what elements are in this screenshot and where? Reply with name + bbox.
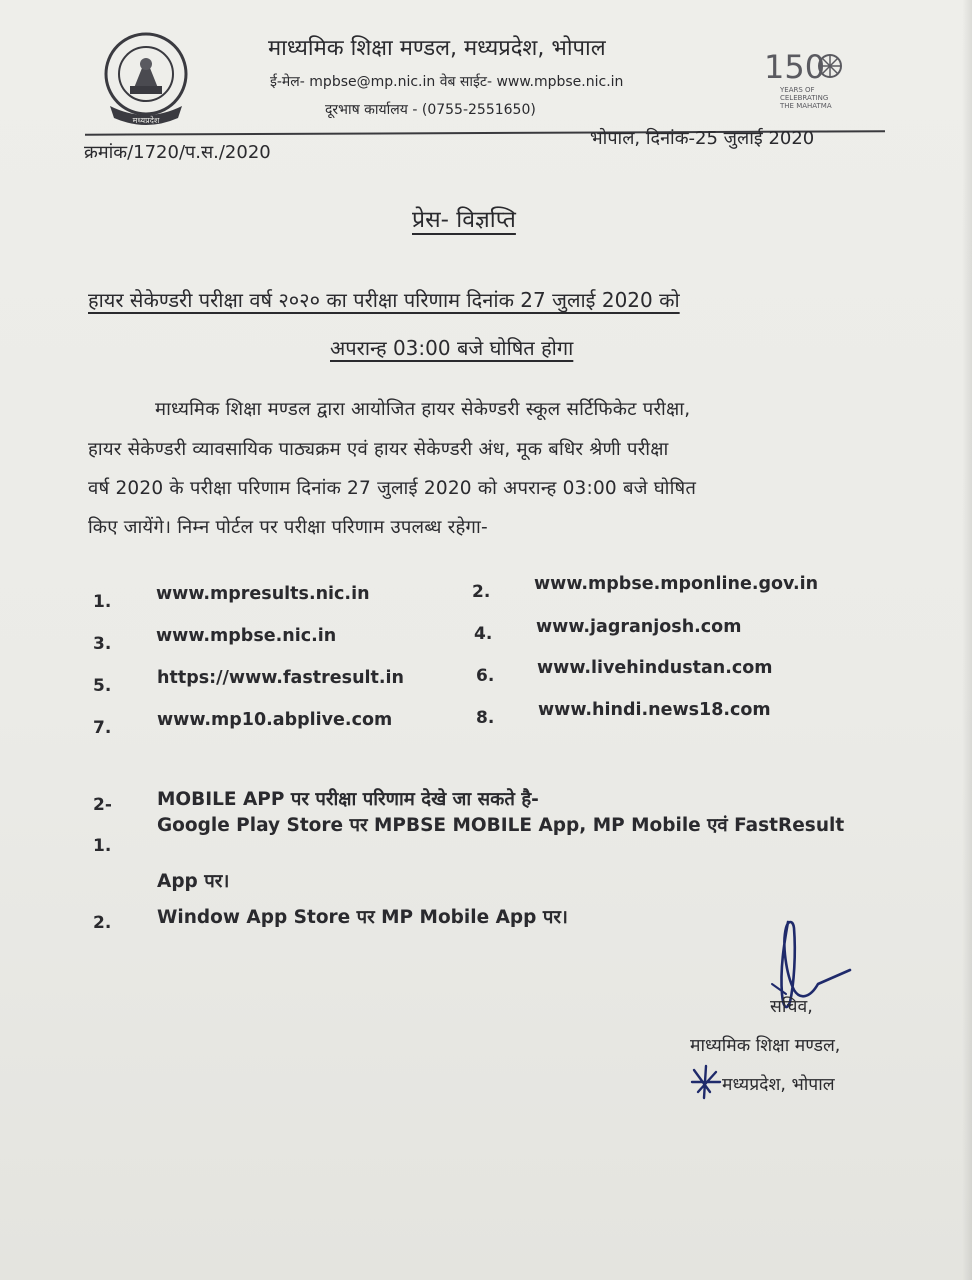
board-emblem-logo bbox=[96, 28, 196, 128]
phone-line: दूरभाष कार्यालय - (0755-2551650) bbox=[325, 102, 536, 118]
portal-link[interactable]: www.mpbse.nic.in bbox=[156, 626, 337, 646]
portal-link[interactable]: www.mpbse.mponline.gov.in bbox=[534, 574, 819, 594]
mobile-item-google-play: Google Play Store पर MPBSE MOBILE App, MP Mobile एवं FastResult bbox=[157, 815, 845, 836]
portal-link[interactable]: www.jagranjosh.com bbox=[536, 617, 742, 637]
logo-150-number: 150 bbox=[764, 48, 826, 86]
contact-line: ई-मेल- mpbse@mp.nic.in वेब साईट- www.mpbse.nic.in bbox=[270, 74, 624, 90]
body-line-3: वर्ष 2020 के परीक्षा परिणाम दिनांक 27 जुलाई 2020 को अपरान्ह 03:00 बजे घोषित bbox=[88, 478, 697, 499]
portal-number: 1. bbox=[93, 592, 112, 612]
portal-link[interactable]: www.hindi.news18.com bbox=[538, 700, 771, 720]
emblem-ribbon-text: मध्यप्रदेश bbox=[132, 116, 160, 125]
logo-caption-line1: YEARS OF bbox=[780, 86, 815, 94]
portal-link[interactable]: www.livehindustan.com bbox=[537, 658, 773, 678]
mobile-app-heading: MOBILE APP पर परीक्षा परिणाम देखे जा सकते है- bbox=[157, 789, 539, 810]
portal-number: 3. bbox=[93, 634, 112, 654]
portal-number: 8. bbox=[476, 708, 495, 728]
body-line-2: हायर सेकेण्डरी व्यावसायिक पाठ्यक्रम एवं हायर सेकेण्डरी अंध, मूक बधिर श्रेणी परीक्षा bbox=[88, 439, 669, 460]
issue-date: भोपाल, दिनांक-25 जुलाई 2020 bbox=[590, 128, 815, 149]
portal-link[interactable]: www.mp10.abplive.com bbox=[157, 710, 393, 730]
page-edge-shadow bbox=[962, 0, 972, 1280]
section-number: 2- bbox=[93, 795, 112, 815]
subject-line-1: हायर सेकेण्डरी परीक्षा वर्ष २०२० का परीक्षा परिणाम दिनांक 27 जुलाई 2020 को bbox=[88, 288, 680, 312]
reference-number: क्रमांक/1720/प.स./2020 bbox=[84, 142, 271, 163]
portal-link[interactable]: https://www.fastresult.in bbox=[157, 668, 404, 688]
mobile-item-google-play-cont: App पर। bbox=[157, 871, 230, 892]
portal-number: 2. bbox=[472, 582, 491, 602]
signatory-title: सचिव, bbox=[770, 997, 813, 1017]
mobile-item-number: 2. bbox=[93, 913, 112, 933]
gandhi-150-logo bbox=[762, 48, 852, 112]
portal-number: 6. bbox=[476, 666, 495, 686]
body-line-4: किए जायेंगे। निम्न पोर्टल पर परीक्षा परिणाम उपलब्ध रहेगा- bbox=[88, 517, 488, 538]
subject-line-2: अपरान्ह 03:00 बजे घोषित होगा bbox=[330, 336, 574, 360]
organization-title: माध्यमिक शिक्षा मण्डल, मध्यप्रदेश, भोपाल bbox=[268, 36, 606, 61]
body-line-1: माध्यमिक शिक्षा मण्डल द्वारा आयोजित हायर सेकेण्डरी स्कूल सर्टिफिकेट परीक्षा, bbox=[155, 399, 691, 420]
logo-caption-line3: THE MAHATMA bbox=[780, 102, 832, 110]
portal-number: 5. bbox=[93, 676, 112, 696]
mobile-item-window-store: Window App Store पर MP Mobile App पर। bbox=[157, 907, 568, 928]
handwritten-mark-icon bbox=[690, 1062, 724, 1102]
portal-link[interactable]: www.mpresults.nic.in bbox=[156, 584, 370, 604]
portal-number: 4. bbox=[474, 624, 493, 644]
signatory-place: मध्यप्रदेश, भोपाल bbox=[722, 1075, 835, 1095]
portal-number: 7. bbox=[93, 718, 112, 738]
press-release-title: प्रेस- विज्ञप्ति bbox=[412, 207, 516, 233]
signatory-organization: माध्यमिक शिक्षा मण्डल, bbox=[690, 1036, 841, 1056]
mobile-item-number: 1. bbox=[93, 836, 112, 856]
logo-caption-line2: CELEBRATING bbox=[780, 94, 829, 102]
